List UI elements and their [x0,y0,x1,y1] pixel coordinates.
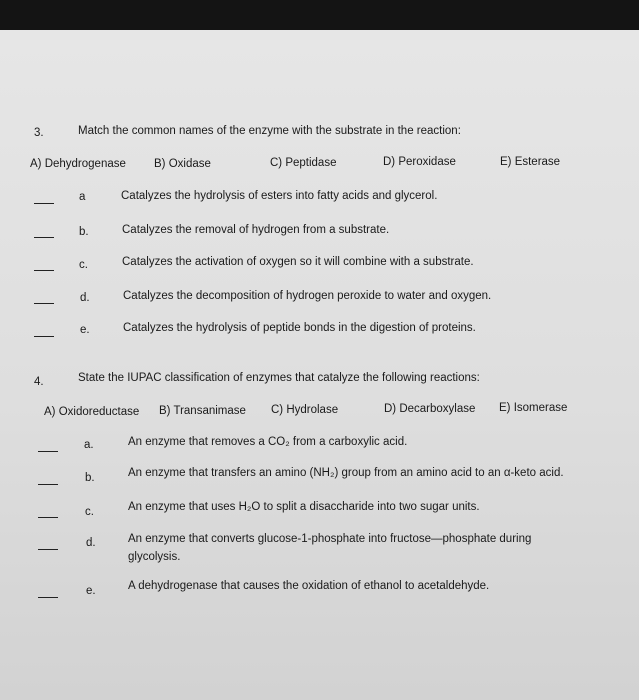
q3-item-label-a: a [79,191,86,203]
q3-item-text-c: Catalyzes the activation of oxygen so it will combine with a substrate. [122,256,474,268]
q3-answer-blank-c[interactable] [34,270,54,271]
q3-option-b: B) Oxidase [154,158,211,170]
q4-item-text-a: An enzyme that removes a CO₂ from a carboxylic acid. [128,436,408,448]
q4-item-text-d-continued: glycolysis. [128,551,181,563]
q4-item-text-b: An enzyme that transfers an amino (NH₂) group from an amino acid to an α-keto acid. [128,467,564,479]
q4-option-c: C) Hydrolase [271,404,339,416]
q4-answer-blank-c[interactable] [38,517,58,518]
question-4-number: 4. [34,376,44,388]
question-3-number: 3. [34,127,44,139]
q3-answer-blank-d[interactable] [34,303,54,304]
q4-answer-blank-b[interactable] [38,484,58,485]
top-dark-bar [0,0,639,30]
q3-answer-blank-b[interactable] [34,237,54,238]
q3-item-text-a: Catalyzes the hydrolysis of esters into fatty acids and glycerol. [121,190,438,202]
q4-option-b: B) Transanimase [159,405,246,417]
q3-item-text-d: Catalyzes the decomposition of hydrogen peroxide to water and oxygen. [123,290,492,302]
q3-item-text-b: Catalyzes the removal of hydrogen from a substrate. [122,224,390,236]
q4-item-label-e: e. [86,585,96,597]
q3-option-d: D) Peroxidase [383,156,456,168]
q4-item-text-d: An enzyme that converts glucose-1-phosphate into fructose—phosphate during [128,533,532,545]
q4-option-e: E) Isomerase [499,402,568,414]
q4-option-a: A) Oxidoreductase [44,406,140,418]
q4-item-label-d: d. [86,537,96,549]
q3-item-label-e: e. [80,324,90,336]
q3-answer-blank-e[interactable] [34,336,54,337]
q3-item-label-d: d. [80,292,90,304]
q4-item-label-b: b. [85,472,95,484]
q3-item-label-b: b. [79,226,89,238]
q4-answer-blank-e[interactable] [38,597,58,598]
q4-answer-blank-a[interactable] [38,451,58,452]
q3-option-c: C) Peptidase [270,157,337,169]
q3-item-text-e: Catalyzes the hydrolysis of peptide bonds in the digestion of proteins. [123,322,476,334]
q3-item-label-c: c. [79,259,88,271]
q4-option-d: D) Decarboxylase [384,403,476,415]
question-4-prompt: State the IUPAC classification of enzymes that catalyze the following reactions: [78,372,480,384]
q4-item-label-a: a. [84,439,94,451]
q3-answer-blank-a[interactable] [34,203,54,204]
q3-option-e: E) Esterase [500,156,561,168]
q3-option-a: A) Dehydrogenase [30,158,126,170]
q4-item-text-c: An enzyme that uses H₂O to split a disaccharide into two sugar units. [128,501,480,513]
q4-answer-blank-d[interactable] [38,549,58,550]
q4-item-label-c: c. [85,506,94,518]
q4-item-text-e: A dehydrogenase that causes the oxidation of ethanol to acetaldehyde. [128,580,490,592]
question-3-prompt: Match the common names of the enzyme with the substrate in the reaction: [78,125,461,137]
